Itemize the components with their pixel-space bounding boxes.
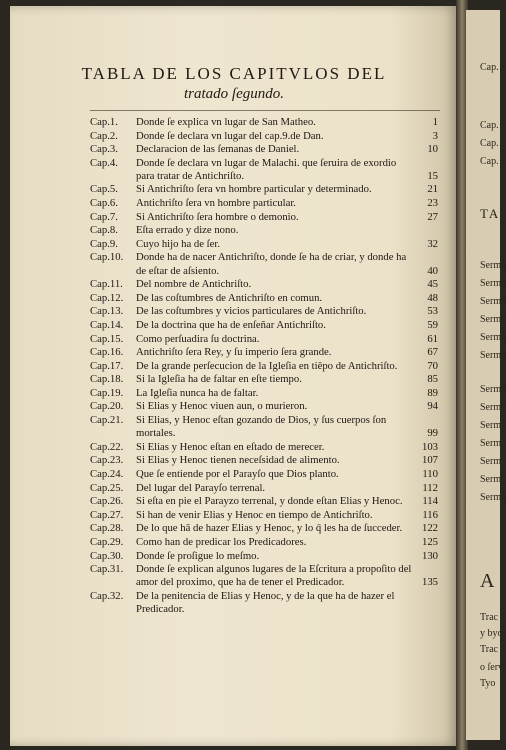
toc-entry: [90, 116, 438, 129]
toc-entry: [90, 509, 438, 522]
toc-entry: [90, 211, 438, 224]
chapter-number: Cap.23.: [90, 454, 124, 467]
toc-entry: [90, 238, 438, 251]
page-title: TABLA DE LOS CAPITVLOS DEL: [81, 64, 387, 83]
toc-entry: [90, 522, 438, 535]
chapter-title: Si Elias y Henoc tienen neceſsidad de alimento.: [136, 454, 340, 467]
facing-page-fragment: Cap.: [480, 62, 499, 73]
toc-entry: [90, 197, 438, 210]
chapter-number: Cap.8.: [90, 224, 118, 237]
toc-entry: [90, 130, 438, 143]
chapter-number: Cap.2.: [90, 129, 118, 142]
chapter-title: Si Elias y Henoc viuen aun, o murieron.: [136, 400, 308, 413]
chapter-title: Si Antichriſto ſera hombre o demonio.: [136, 210, 299, 223]
chapter-number: Cap.12.: [90, 291, 124, 304]
chapter-number: Cap.1.: [90, 116, 118, 128]
chapter-title: Si Elias, y Henoc eſtan gozando de Dios, y ſus cuerpos ſon mortales.: [136, 414, 387, 440]
facing-page-fragment: Serm: [480, 456, 502, 467]
chapter-title: Eſta errado y dize nono.: [136, 224, 239, 237]
facing-page-fragment: A: [480, 570, 495, 592]
page-number: 21: [427, 183, 438, 196]
chapter-title: Si Antichriſto ſera vn hombre particular y determinado.: [136, 183, 372, 196]
toc-entry: [90, 346, 438, 359]
toc-entry: [90, 536, 438, 549]
page-number: 61: [427, 332, 438, 345]
chapter-number: Cap.25.: [90, 481, 124, 494]
chapter-number: Cap.32.: [90, 589, 124, 602]
chapter-title: La Igleſia nunca ha de faltar.: [136, 386, 259, 399]
chapter-title: Donde ſe declara vn lugar del cap.9.de Dan.: [136, 129, 324, 142]
toc-entry: [90, 278, 438, 291]
facing-page-fragment: Trac: [480, 644, 498, 655]
chapter-number: Cap.6.: [90, 197, 118, 210]
chapter-title: De la grande perſecucion de la Igleſia en tiēpo de Antichriſto.: [136, 359, 398, 372]
page-number: 122: [421, 522, 438, 535]
chapter-number: Cap.14.: [90, 318, 124, 331]
facing-page-fragment: Sermo: [480, 384, 506, 395]
chapter-number: Cap.24.: [90, 467, 124, 480]
page-number: 103: [421, 440, 438, 453]
page-number: 45: [427, 278, 438, 291]
chapter-title: Si la Igleſia ha de faltar en eſte tiempo.: [136, 373, 302, 386]
toc-entry: [90, 224, 438, 237]
page-number: 85: [427, 373, 438, 386]
page-number: 89: [427, 386, 438, 399]
page-number: 99: [427, 427, 438, 440]
chapter-number: Cap.5.: [90, 183, 118, 196]
chapter-number: Cap.9.: [90, 237, 118, 250]
chapter-number: Cap.16.: [90, 346, 124, 359]
facing-page-fragment: Tyo: [480, 678, 496, 689]
page-number: 27: [427, 210, 438, 223]
page-number: 114: [422, 495, 438, 508]
facing-page-fragment: Cap.: [480, 156, 499, 167]
facing-page-fragment: Sermo: [480, 492, 506, 503]
facing-page-fragment: Cap.: [480, 138, 499, 149]
chapter-title: Si eſta en pie el Parayzo terrenal, y donde eſtan Elias y Henoc.: [136, 495, 403, 508]
page-number: 23: [427, 197, 438, 210]
facing-page: [466, 10, 506, 740]
chapter-number: Cap.22.: [90, 440, 124, 453]
page-number: 32: [427, 237, 438, 250]
chapter-title: Antichriſto ſera vn hombre particular.: [136, 197, 296, 210]
toc-entry: [90, 563, 438, 589]
facing-page-fragment: Serm: [480, 438, 502, 449]
toc-entry: [90, 305, 438, 318]
facing-page-fragment: Sermo: [480, 402, 506, 413]
toc-entry: [90, 441, 438, 454]
page-number: 130: [421, 549, 438, 562]
page-number: 53: [427, 305, 438, 318]
chapter-number: Cap.13.: [90, 305, 124, 318]
chapter-title: Del nombre de Antichriſto.: [136, 278, 252, 291]
page-number: 110: [422, 467, 438, 480]
chapter-number: Cap.7.: [90, 210, 118, 223]
chapter-title: Declaracion de las ſemanas de Daniel.: [136, 143, 300, 156]
facing-page-fragment: o ſerv: [480, 662, 504, 673]
page-number: 3: [432, 129, 438, 142]
chapter-number: Cap.10.: [90, 251, 124, 264]
facing-page-fragment: TA: [480, 206, 501, 221]
page-number: 112: [422, 481, 438, 494]
toc-entry: [90, 157, 438, 183]
chapter-title: Que ſe entiende por el Parayſo que Dios planto.: [136, 467, 339, 480]
page-number: 107: [421, 454, 438, 467]
toc-entry: [90, 292, 438, 305]
chapter-number: Cap.28.: [90, 522, 124, 535]
chapter-title: Donde ſe explican algunos lugares de la Eſcritura a propoſito del amor del proximo, que ha de tener el Predicador.: [136, 563, 412, 589]
facing-page-fragment: Sermo: [480, 278, 506, 289]
page-number: 94: [427, 400, 438, 413]
toc-entry: [90, 482, 438, 495]
page-number: 40: [427, 264, 438, 277]
chapter-number: Cap.15.: [90, 332, 124, 345]
toc-entry: [90, 550, 438, 563]
chapter-title: Si Elias y Henoc eſtan en eſtado de merecer.: [136, 440, 325, 453]
toc-entry: [90, 183, 438, 196]
toc-entry: [90, 387, 438, 400]
chapter-title: Antichriſto ſera Rey, y ſu imperio ſera grande.: [136, 346, 332, 359]
toc-entry: [90, 590, 438, 616]
page-number: 135: [421, 576, 438, 589]
facing-page-fragment: Trac: [480, 612, 498, 623]
chapter-title: De las coſtumbres de Antichriſto en comun.: [136, 291, 323, 304]
toc-entry: [90, 454, 438, 467]
chapter-number: Cap.19.: [90, 386, 124, 399]
chapter-title: Como perſuadira ſu doctrina.: [136, 332, 260, 345]
facing-page-fragment: Sermo: [480, 350, 506, 361]
facing-page-fragment: Serm: [480, 474, 502, 485]
toc-entry: [90, 360, 438, 373]
chapter-title: Donde ſe declara vn lugar de Malachi. que ſeruira de exordio para tratar de Antichriſto.: [136, 156, 397, 182]
page-number: 125: [421, 535, 438, 548]
chapter-number: Cap.31.: [90, 563, 124, 576]
chapter-number: Cap.4.: [90, 156, 118, 169]
page-number: 67: [427, 346, 438, 359]
chapter-number: Cap.29.: [90, 535, 124, 548]
page-number: 59: [427, 318, 438, 331]
chapter-title: Donde ſe explica vn lugar de San Matheo.: [136, 116, 316, 128]
table-of-contents: [90, 116, 438, 616]
page-number: 15: [427, 169, 438, 182]
chapter-number: Cap.21.: [90, 414, 124, 427]
chapter-number: Cap.17.: [90, 359, 124, 372]
facing-page-fragment: Cap.: [480, 120, 499, 131]
toc-entry: [90, 400, 438, 413]
toc-entry: [90, 319, 438, 332]
chapter-number: Cap.20.: [90, 400, 124, 413]
toc-entry: [90, 414, 438, 440]
facing-page-fragment: Sermo: [480, 296, 506, 307]
toc-entry: [90, 143, 438, 156]
page-number: 48: [427, 291, 438, 304]
chapter-number: Cap.3.: [90, 143, 118, 156]
chapter-title: De lo que hā de hazer Elias y Henoc, y lo q̄ les ha de ſucceder.: [136, 522, 403, 535]
chapter-title: De la doctrina que ha de enſeñar Antichriſto.: [136, 318, 326, 331]
chapter-number: Cap.30.: [90, 549, 124, 562]
chapter-number: Cap.27.: [90, 508, 124, 521]
toc-entry: [90, 373, 438, 386]
chapter-title: Donde ſe proſigue lo meſmo.: [136, 549, 260, 562]
chapter-number: Cap.11.: [90, 278, 123, 291]
chapter-number: Cap.26.: [90, 495, 124, 508]
facing-page-fragment: Sermo: [480, 260, 506, 271]
toc-entry: [90, 495, 438, 508]
page-number: 116: [422, 508, 438, 521]
page-subtitle: tratado ſegundo.: [184, 86, 284, 102]
book-page: [10, 6, 458, 746]
facing-page-fragment: Sermo: [480, 332, 506, 343]
page-number: 1: [432, 116, 438, 128]
page-number: 70: [427, 359, 438, 372]
chapter-title: De las coſtumbres y vicios particulares de Antichriſto.: [136, 305, 367, 318]
title-rule: [90, 110, 440, 111]
chapter-number: Cap.18.: [90, 373, 124, 386]
chapter-title: Como han de predicar los Predicadores.: [136, 535, 307, 548]
chapter-title: Donde ha de nacer Antichriſto, donde ſe ha de criar, y donde ha de eſtar de aſsiento.: [136, 251, 407, 277]
chapter-title: Del lugar del Parayſo terrenal.: [136, 481, 266, 494]
chapter-title: Si han de venir Elias y Henoc en tiempo de Antichriſto.: [136, 508, 373, 521]
toc-entry: [90, 251, 438, 277]
toc-entry: [90, 468, 438, 481]
facing-page-fragment: y byo: [480, 628, 503, 639]
chapter-title: Cuyo hijo ha de ſer.: [136, 237, 221, 250]
page-number: 10: [427, 143, 438, 156]
facing-page-fragment: Sermo: [480, 314, 506, 325]
chapter-title: De la penitencia de Elias y Henoc, y de la que ha de hazer el Predicador.: [136, 589, 395, 615]
toc-entry: [90, 333, 438, 346]
facing-page-fragment: Serm: [480, 420, 502, 431]
